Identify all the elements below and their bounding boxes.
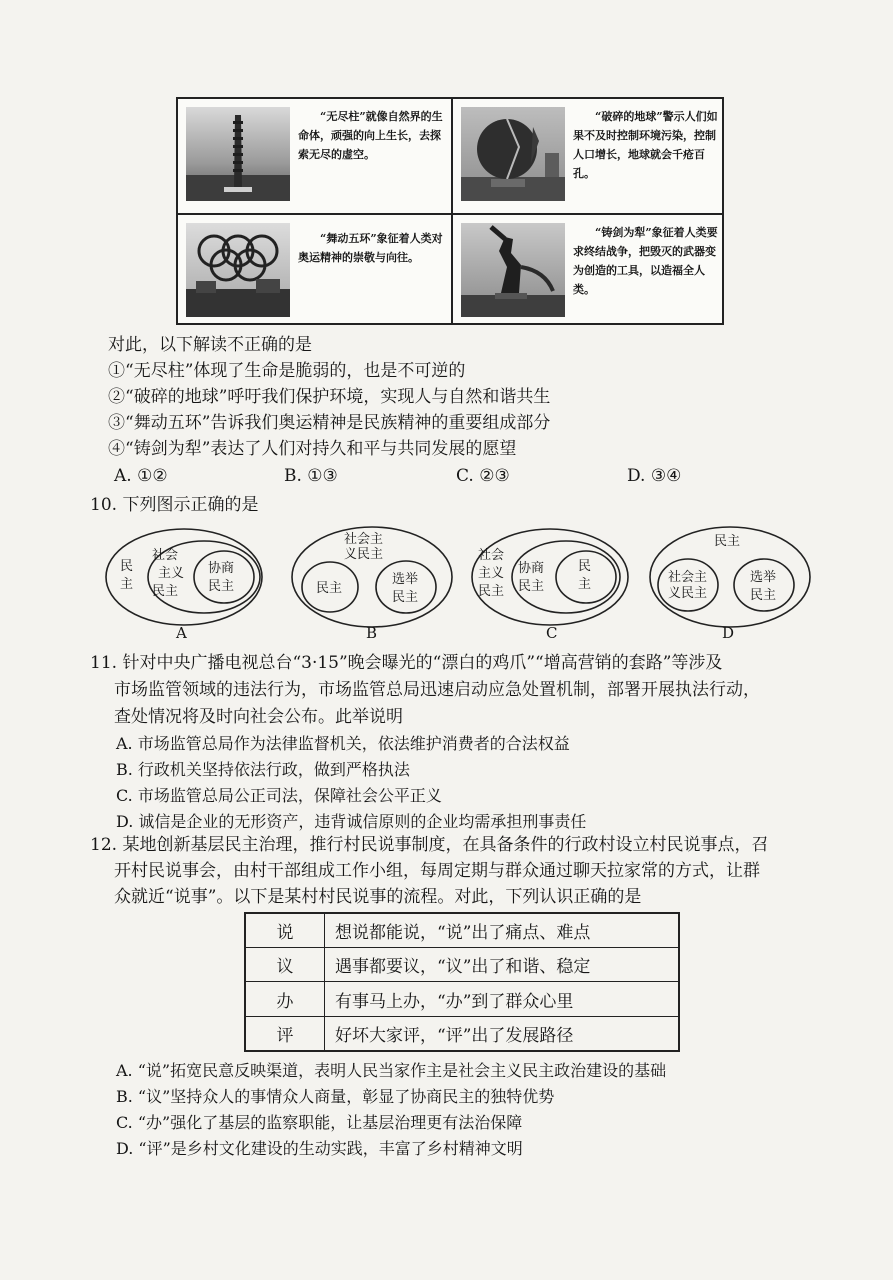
diagram-d-label: D bbox=[722, 624, 735, 642]
q9-option-a[interactable]: A. ①② bbox=[114, 466, 168, 486]
diagram-a-label: A bbox=[176, 624, 187, 642]
diagram-a-middle-text-2: 主义 bbox=[158, 566, 185, 581]
q9-stem: 对此，以下解读不正确的是 bbox=[108, 335, 312, 355]
diagram-c-outer-text-1: 社会 bbox=[478, 548, 505, 563]
diagram-a-outer-text-2: 主 bbox=[120, 577, 134, 592]
diagram-b-right-text-2: 民主 bbox=[392, 590, 419, 605]
table-row bbox=[245, 948, 679, 982]
diagram-d-right-text-2: 民主 bbox=[750, 588, 777, 603]
grid-cell-dancing-rings bbox=[178, 215, 450, 327]
table-row bbox=[245, 913, 679, 948]
table-value-cell: 好坏大家评，“评”出了发展路径 bbox=[325, 1016, 680, 1051]
diagram-b-right-ellipse bbox=[376, 561, 436, 613]
table-key-cell: 评 bbox=[245, 1016, 325, 1051]
endless-column-caption: “无尽柱”就像自然界的生命体，顽强的向上生长，去探索无尽的虚空。 bbox=[298, 110, 443, 161]
grid-cell-endless-column bbox=[178, 99, 450, 211]
table-key-cell: 议 bbox=[245, 948, 325, 982]
diagram-c-inner-text-2: 主 bbox=[578, 577, 592, 592]
sculpture-picture-grid bbox=[176, 97, 724, 325]
diagram-c-middle-text-2: 民主 bbox=[518, 579, 545, 594]
diagram-a-inner-ellipse bbox=[194, 551, 254, 603]
diagram-a-inner-text-2: 民主 bbox=[208, 579, 235, 594]
diagram-d-left-ellipse bbox=[658, 559, 718, 611]
diagram-d-left-text-2: 义民主 bbox=[668, 586, 708, 601]
diagram-c-middle-ellipse bbox=[512, 541, 620, 613]
table-value-cell: 有事马上办，“办”到了群众心里 bbox=[325, 982, 680, 1016]
q12-stem-line-1: 12. 某地创新基层民主治理，推行村民说事制度，在具备条件的行政村设立村民说事点，召 bbox=[90, 835, 769, 855]
diagram-c-label: C bbox=[546, 624, 558, 642]
diagram-b-outer-text-2: 义民主 bbox=[344, 547, 384, 562]
diagram-b-left-text: 民主 bbox=[316, 581, 343, 596]
q12-stem-line-2: 开村民说事会，由村干部组成工作小组，每周定期与群众通过聊天拉家常的方式，让群 bbox=[114, 861, 760, 881]
diagram-d-right-ellipse bbox=[734, 559, 794, 611]
table-row bbox=[245, 982, 679, 1016]
diagram-c-middle-text-1: 协商 bbox=[518, 561, 545, 576]
q9-option-d[interactable]: D. ③④ bbox=[627, 466, 682, 486]
q11-option-c[interactable]: C. 市场监管总局公正司法，保障社会公平正义 bbox=[116, 786, 442, 805]
table-key-cell: 办 bbox=[245, 982, 325, 1016]
broken-earth-photo bbox=[461, 107, 565, 201]
q12-option-d[interactable]: D. “评”是乡村文化建设的生动实践，丰富了乡村精神文明 bbox=[116, 1139, 523, 1158]
diagram-d-outer-text: 民主 bbox=[714, 534, 741, 549]
q12-option-c[interactable]: C. “办”强化了基层的监察职能，让基层治理更有法治保障 bbox=[116, 1113, 523, 1132]
q12-option-b[interactable]: B. “议”坚持众人的事情众人商量，彰显了协商民主的独特优势 bbox=[116, 1087, 555, 1106]
broken-earth-caption: “破碎的地球”警示人们如果不及时控制环境污染，控制人口增长，地球就会千疮百孔。 bbox=[573, 110, 718, 180]
diagram-a-svg bbox=[100, 525, 280, 645]
q11-stem-line-3: 查处情况将及时向社会公布。此举说明 bbox=[114, 707, 403, 727]
diagram-d-left-text-1: 社会主 bbox=[668, 570, 708, 585]
table-value-cell: 遇事都要议，“议”出了和谐、稳定 bbox=[325, 948, 680, 982]
q9-statement-2: ②“破碎的地球”呼吁我们保护环境，实现人与自然和谐共生 bbox=[108, 387, 551, 407]
q11-stem-line-1: 11. 针对中央广播电视总台“3·15”晚会曝光的“漂白的鸡爪”“增高营销的套路”等涉及 bbox=[90, 653, 723, 673]
table-row bbox=[245, 1016, 679, 1051]
diagram-a-middle-text-3: 民主 bbox=[152, 584, 179, 599]
diagram-c-outer-text-2: 主义 bbox=[478, 566, 505, 581]
q12-stem-line-3: 众就近“说事”。以下是某村村民说事的流程。对此，下列认识正确的是 bbox=[114, 887, 642, 907]
diagram-a[interactable] bbox=[100, 525, 280, 645]
diagram-c-inner-text-1: 民 bbox=[578, 559, 592, 574]
diagram-a-inner-text-1: 协商 bbox=[208, 561, 235, 576]
diagram-b-outer-text-1: 社会主 bbox=[344, 532, 384, 547]
swords-to-plowshares-caption: “铸剑为犁”象征着人类要求终结战争，把毁灭的武器变为创造的工具，以造福全人类。 bbox=[573, 226, 718, 296]
diagram-a-outer-text-1: 民 bbox=[120, 559, 134, 574]
q9-statement-4: ④“铸剑为犁”表达了人们对持久和平与共同发展的愿望 bbox=[108, 439, 517, 459]
swords-to-plowshares-photo bbox=[461, 223, 565, 317]
q10-stem: 10. 下列图示正确的是 bbox=[90, 495, 259, 515]
table-key-cell: 说 bbox=[245, 913, 325, 948]
q9-statement-1: ①“无尽柱”体现了生命是脆弱的，也是不可逆的 bbox=[108, 361, 466, 381]
endless-column-photo bbox=[186, 107, 290, 201]
diagram-c-outer-text-3: 民主 bbox=[478, 584, 505, 599]
village-talk-process-table bbox=[244, 912, 680, 1052]
q11-option-a[interactable]: A. 市场监管总局作为法律监督机关，依法维护消费者的合法权益 bbox=[116, 734, 570, 753]
q11-stem-line-2: 市场监管领域的违法行为，市场监管总局迅速启动应急处置机制，部署开展执法行动， bbox=[114, 680, 760, 700]
grid-cell-swords-to-plowshares bbox=[453, 215, 725, 327]
q11-option-b[interactable]: B. 行政机关坚持依法行政，做到严格执法 bbox=[116, 760, 410, 779]
q9-option-b[interactable]: B. ①③ bbox=[284, 466, 338, 486]
grid-cell-broken-earth bbox=[453, 99, 725, 211]
q9-option-c[interactable]: C. ②③ bbox=[456, 466, 510, 486]
diagram-b-right-text-1: 选举 bbox=[392, 572, 419, 587]
q9-statement-3: ③“舞动五环”告诉我们奥运精神是民族精神的重要组成部分 bbox=[108, 413, 551, 433]
table-value-cell: 想说都能说，“说”出了痛点、难点 bbox=[325, 913, 680, 948]
diagram-d-right-text-1: 选举 bbox=[750, 570, 777, 585]
diagram-a-middle-text-1: 社会 bbox=[152, 548, 179, 563]
dancing-rings-caption: “舞动五环”象征着人类对奥运精神的崇敬与向往。 bbox=[298, 232, 443, 264]
q12-option-a[interactable]: A. “说”拓宽民意反映渠道，表明人民当家作主是社会主义民主政治建设的基础 bbox=[116, 1061, 667, 1080]
diagram-b-label: B bbox=[366, 624, 378, 642]
dancing-rings-photo bbox=[186, 223, 290, 317]
q11-option-d[interactable]: D. 诚信是企业的无形资产，违背诚信原则的企业均需承担刑事责任 bbox=[116, 812, 587, 831]
